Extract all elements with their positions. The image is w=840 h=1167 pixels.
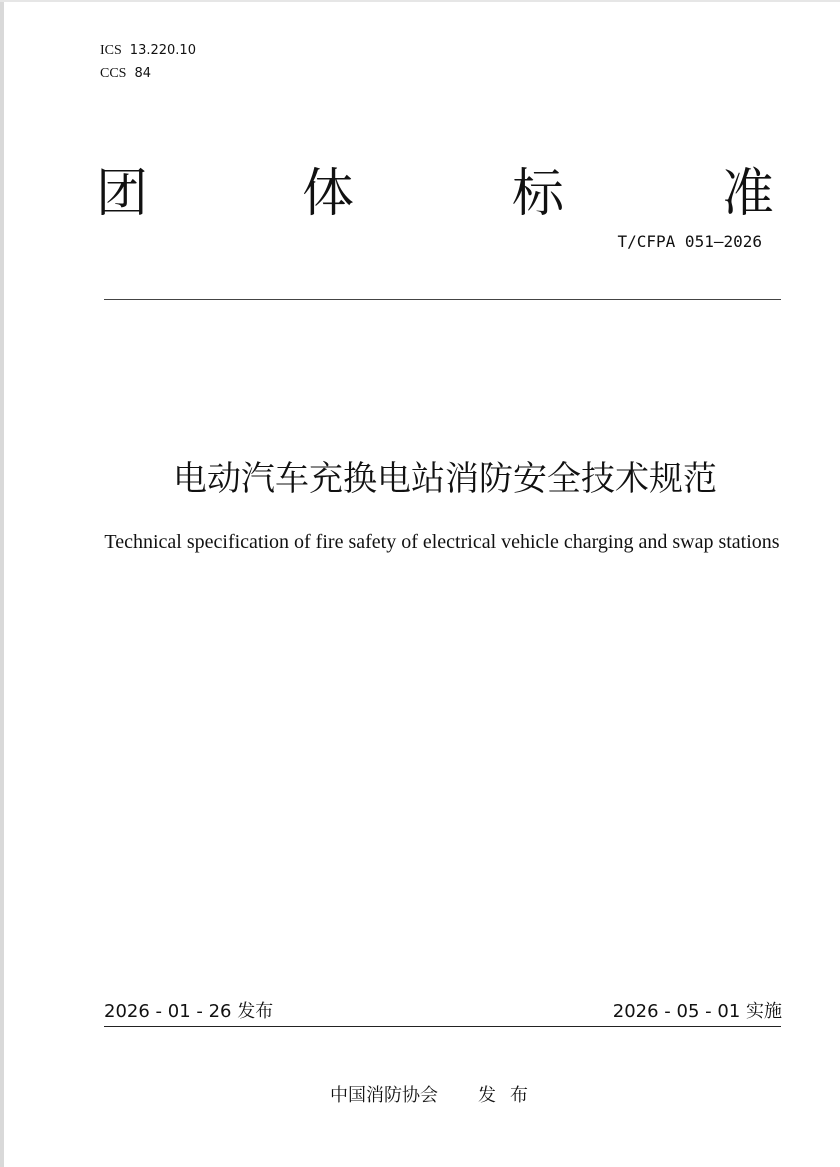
- effective-date: 2026 - 05 - 01 实施: [612, 1001, 782, 1022]
- footer-divider: [104, 1026, 781, 1027]
- header-divider: [104, 299, 781, 300]
- ics-label: ICS: [100, 43, 122, 58]
- category-char-4: 准: [722, 164, 775, 224]
- title-chinese: 电动汽车充换电站消防安全技术规范: [173, 459, 717, 499]
- page-left-edge: [0, 0, 4, 1167]
- category-char-2: 体: [302, 164, 355, 224]
- ics-value: 13.220.10: [129, 43, 196, 58]
- publisher-line: [330, 1084, 542, 1108]
- ccs-label: CCS: [100, 66, 127, 81]
- page-top-edge: [0, 0, 840, 2]
- ccs-code: [100, 66, 151, 82]
- publisher-verb: 发布: [478, 1085, 542, 1106]
- ccs-value: 84: [134, 66, 152, 81]
- issue-date: 2026 - 01 - 26 发布: [104, 1001, 274, 1022]
- document-category-title: [96, 162, 776, 226]
- standard-number: T/CFPA 051—2026: [617, 232, 762, 251]
- title-english: Technical specification of fire safety of electrical vehicle charging and swap stations: [104, 531, 780, 553]
- category-char-3: 标: [512, 164, 565, 224]
- publisher-name: 中国消防协会: [330, 1085, 438, 1106]
- category-char-1: 团: [96, 164, 149, 224]
- ics-code: [100, 43, 196, 59]
